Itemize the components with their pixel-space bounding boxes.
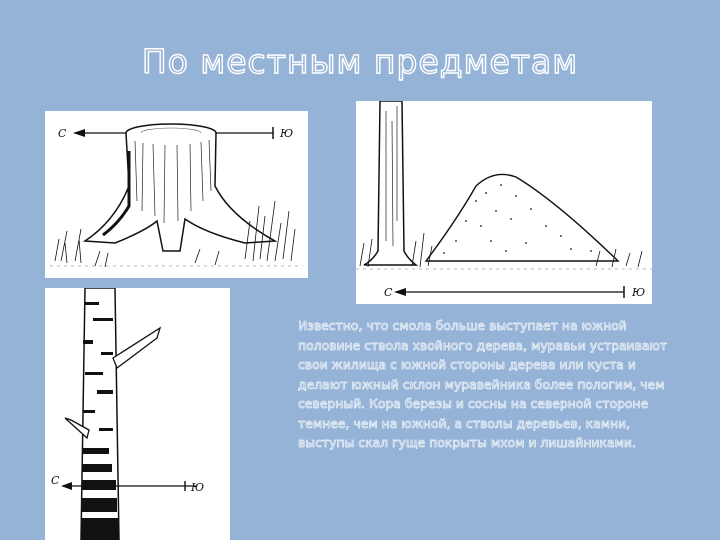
stump-trunk (85, 133, 275, 251)
stump-illustration (45, 111, 308, 278)
explanation-text: Известно, что смола больше выступает на южной половине ствола хвойного дерева, муравьи устраивают свои жилища с южной стороны дерева или куста и делают южный склон муравейника более пологим, чем северный. Кора березы и сосны на северной стороне темнее, чем на южной, а стволы деревьев, камни, выступы скал гуще покрыты мхом и лишайниками. (298, 318, 668, 450)
anthill-mound (426, 174, 618, 261)
arrow-head-icon (394, 288, 406, 296)
birch-illustration (45, 288, 230, 540)
north-label: С (51, 474, 60, 487)
anthill-drawing (356, 101, 652, 304)
slide-title: По местным предметам (141, 42, 579, 81)
north-label: С (384, 286, 393, 299)
north-label: С (58, 127, 67, 140)
south-label: Ю (280, 127, 294, 140)
arrow-head-icon (61, 482, 72, 490)
south-label: Ю (191, 481, 205, 494)
stump-drawing (45, 111, 308, 278)
arrow-head-icon (73, 129, 85, 137)
birch-drawing (45, 288, 230, 540)
anthill-illustration (356, 101, 652, 304)
birch-branch (113, 328, 160, 368)
south-label: Ю (632, 286, 646, 299)
